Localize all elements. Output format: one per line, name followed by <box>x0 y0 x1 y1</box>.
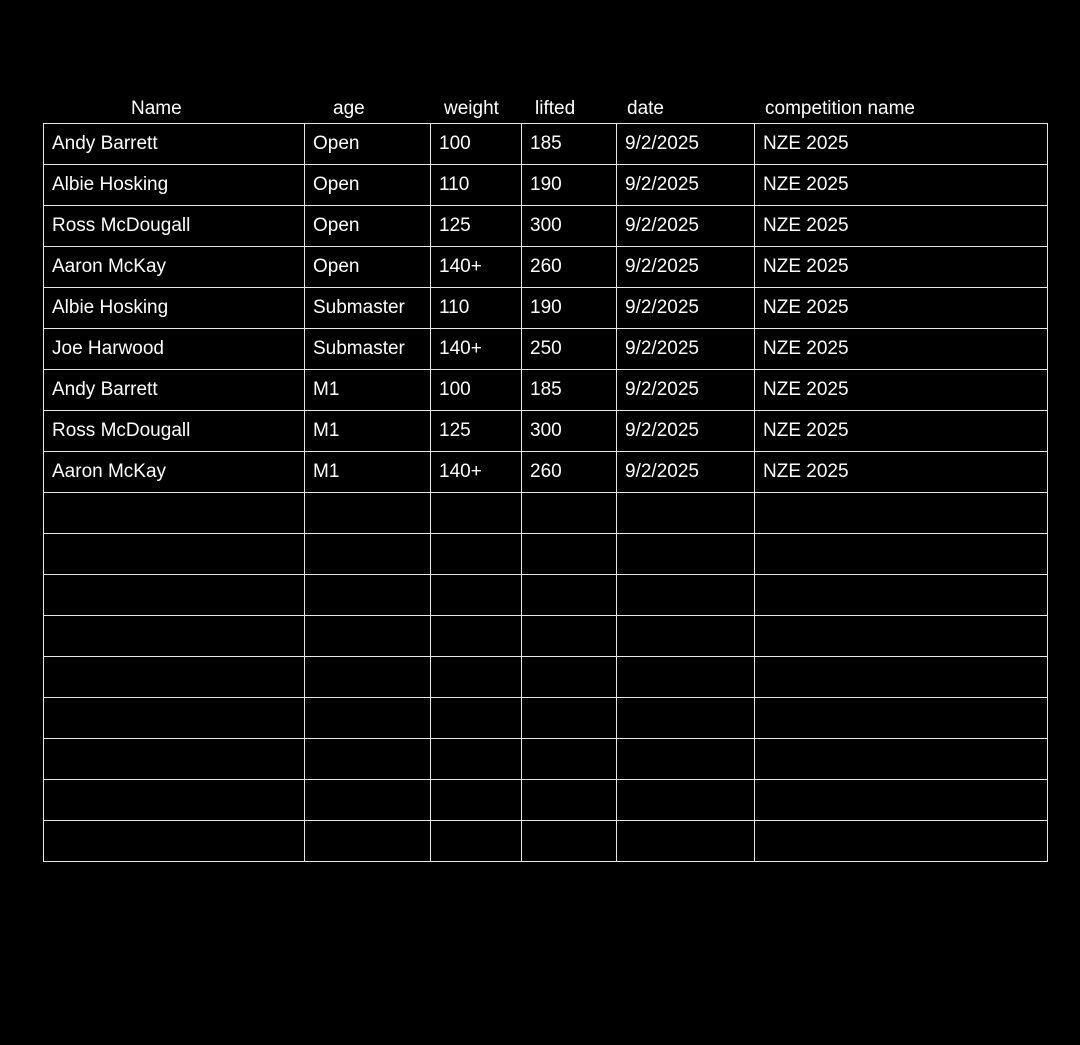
cell-competition-name <box>755 698 1048 739</box>
cell-age <box>305 657 431 698</box>
cell-date <box>617 780 755 821</box>
table-row <box>44 206 1048 247</box>
table-row <box>44 247 1048 288</box>
table-row <box>44 493 1048 534</box>
header-weight: weight <box>444 98 499 119</box>
cell-age: Open <box>305 124 431 165</box>
cell-weight: 140+ <box>431 452 522 493</box>
cell-lifted: 300 <box>522 411 617 452</box>
table-header-row <box>43 96 1047 122</box>
cell-competition-name: NZE 2025 <box>755 370 1048 411</box>
cell-name: Ross McDougall <box>44 206 305 247</box>
cell-name: Aaron McKay <box>44 247 305 288</box>
results-table <box>43 123 1048 862</box>
cell-weight: 140+ <box>431 247 522 288</box>
cell-lifted <box>522 780 617 821</box>
cell-age: Open <box>305 247 431 288</box>
table-row <box>44 452 1048 493</box>
cell-weight <box>431 698 522 739</box>
cell-name <box>44 616 305 657</box>
cell-lifted: 190 <box>522 165 617 206</box>
cell-weight <box>431 616 522 657</box>
cell-age: M1 <box>305 452 431 493</box>
cell-lifted <box>522 534 617 575</box>
table-row <box>44 657 1048 698</box>
cell-name <box>44 739 305 780</box>
header-age: age <box>333 98 365 119</box>
header-lifted: lifted <box>535 98 576 119</box>
cell-lifted <box>522 739 617 780</box>
cell-weight <box>431 575 522 616</box>
cell-age <box>305 616 431 657</box>
cell-weight <box>431 780 522 821</box>
table-row <box>44 821 1048 862</box>
cell-date <box>617 575 755 616</box>
cell-age <box>305 493 431 534</box>
cell-weight: 125 <box>431 206 522 247</box>
table-row <box>44 411 1048 452</box>
cell-weight <box>431 739 522 780</box>
cell-name <box>44 534 305 575</box>
cell-name <box>44 698 305 739</box>
cell-weight <box>431 493 522 534</box>
cell-lifted <box>522 821 617 862</box>
cell-name: Andy Barrett <box>44 124 305 165</box>
table-body <box>44 124 1048 862</box>
cell-name: Joe Harwood <box>44 329 305 370</box>
cell-age <box>305 534 431 575</box>
header-competition-name: competition name <box>765 98 915 119</box>
cell-competition-name <box>755 739 1048 780</box>
cell-date: 9/2/2025 <box>617 206 755 247</box>
cell-date: 9/2/2025 <box>617 452 755 493</box>
cell-weight: 125 <box>431 411 522 452</box>
cell-competition-name <box>755 616 1048 657</box>
cell-age <box>305 739 431 780</box>
cell-date <box>617 493 755 534</box>
cell-date: 9/2/2025 <box>617 411 755 452</box>
cell-date: 9/2/2025 <box>617 370 755 411</box>
cell-competition-name <box>755 657 1048 698</box>
cell-lifted <box>522 657 617 698</box>
cell-weight <box>431 657 522 698</box>
header-name: Name <box>131 98 182 119</box>
cell-competition-name <box>755 493 1048 534</box>
table-row <box>44 370 1048 411</box>
cell-age: Submaster <box>305 329 431 370</box>
cell-date: 9/2/2025 <box>617 165 755 206</box>
cell-competition-name: NZE 2025 <box>755 329 1048 370</box>
cell-lifted: 260 <box>522 452 617 493</box>
cell-competition-name: NZE 2025 <box>755 165 1048 206</box>
cell-lifted <box>522 698 617 739</box>
cell-competition-name: NZE 2025 <box>755 124 1048 165</box>
cell-date <box>617 616 755 657</box>
cell-competition-name: NZE 2025 <box>755 288 1048 329</box>
table-row <box>44 698 1048 739</box>
cell-date <box>617 698 755 739</box>
cell-weight: 100 <box>431 124 522 165</box>
cell-name: Ross McDougall <box>44 411 305 452</box>
cell-lifted <box>522 493 617 534</box>
cell-lifted: 260 <box>522 247 617 288</box>
cell-lifted: 190 <box>522 288 617 329</box>
cell-age: Submaster <box>305 288 431 329</box>
cell-lifted: 185 <box>522 124 617 165</box>
cell-competition-name: NZE 2025 <box>755 411 1048 452</box>
cell-lifted: 185 <box>522 370 617 411</box>
cell-date: 9/2/2025 <box>617 247 755 288</box>
cell-competition-name <box>755 534 1048 575</box>
cell-competition-name <box>755 821 1048 862</box>
cell-lifted: 300 <box>522 206 617 247</box>
cell-date <box>617 821 755 862</box>
cell-competition-name: NZE 2025 <box>755 247 1048 288</box>
table-row <box>44 739 1048 780</box>
cell-age <box>305 780 431 821</box>
table-row <box>44 165 1048 206</box>
cell-age <box>305 698 431 739</box>
cell-date <box>617 534 755 575</box>
cell-date: 9/2/2025 <box>617 288 755 329</box>
cell-lifted <box>522 616 617 657</box>
cell-age <box>305 575 431 616</box>
table-row <box>44 575 1048 616</box>
cell-weight: 140+ <box>431 329 522 370</box>
table-row <box>44 288 1048 329</box>
cell-name: Andy Barrett <box>44 370 305 411</box>
cell-age: M1 <box>305 411 431 452</box>
cell-weight: 100 <box>431 370 522 411</box>
cell-name <box>44 493 305 534</box>
table-row <box>44 534 1048 575</box>
cell-lifted <box>522 575 617 616</box>
cell-competition-name <box>755 780 1048 821</box>
cell-name <box>44 780 305 821</box>
cell-age: Open <box>305 165 431 206</box>
cell-competition-name: NZE 2025 <box>755 452 1048 493</box>
cell-age: M1 <box>305 370 431 411</box>
cell-date: 9/2/2025 <box>617 124 755 165</box>
cell-competition-name <box>755 575 1048 616</box>
cell-name: Albie Hosking <box>44 288 305 329</box>
cell-name: Albie Hosking <box>44 165 305 206</box>
table-row <box>44 124 1048 165</box>
cell-weight <box>431 534 522 575</box>
cell-competition-name: NZE 2025 <box>755 206 1048 247</box>
cell-lifted: 250 <box>522 329 617 370</box>
cell-weight: 110 <box>431 165 522 206</box>
cell-age <box>305 821 431 862</box>
cell-date <box>617 657 755 698</box>
cell-name: Aaron McKay <box>44 452 305 493</box>
cell-name <box>44 575 305 616</box>
cell-age: Open <box>305 206 431 247</box>
cell-date: 9/2/2025 <box>617 329 755 370</box>
table-row <box>44 329 1048 370</box>
cell-name <box>44 657 305 698</box>
cell-weight: 110 <box>431 288 522 329</box>
cell-weight <box>431 821 522 862</box>
cell-name <box>44 821 305 862</box>
table-row <box>44 616 1048 657</box>
cell-date <box>617 739 755 780</box>
header-date: date <box>627 98 664 119</box>
table-row <box>44 780 1048 821</box>
